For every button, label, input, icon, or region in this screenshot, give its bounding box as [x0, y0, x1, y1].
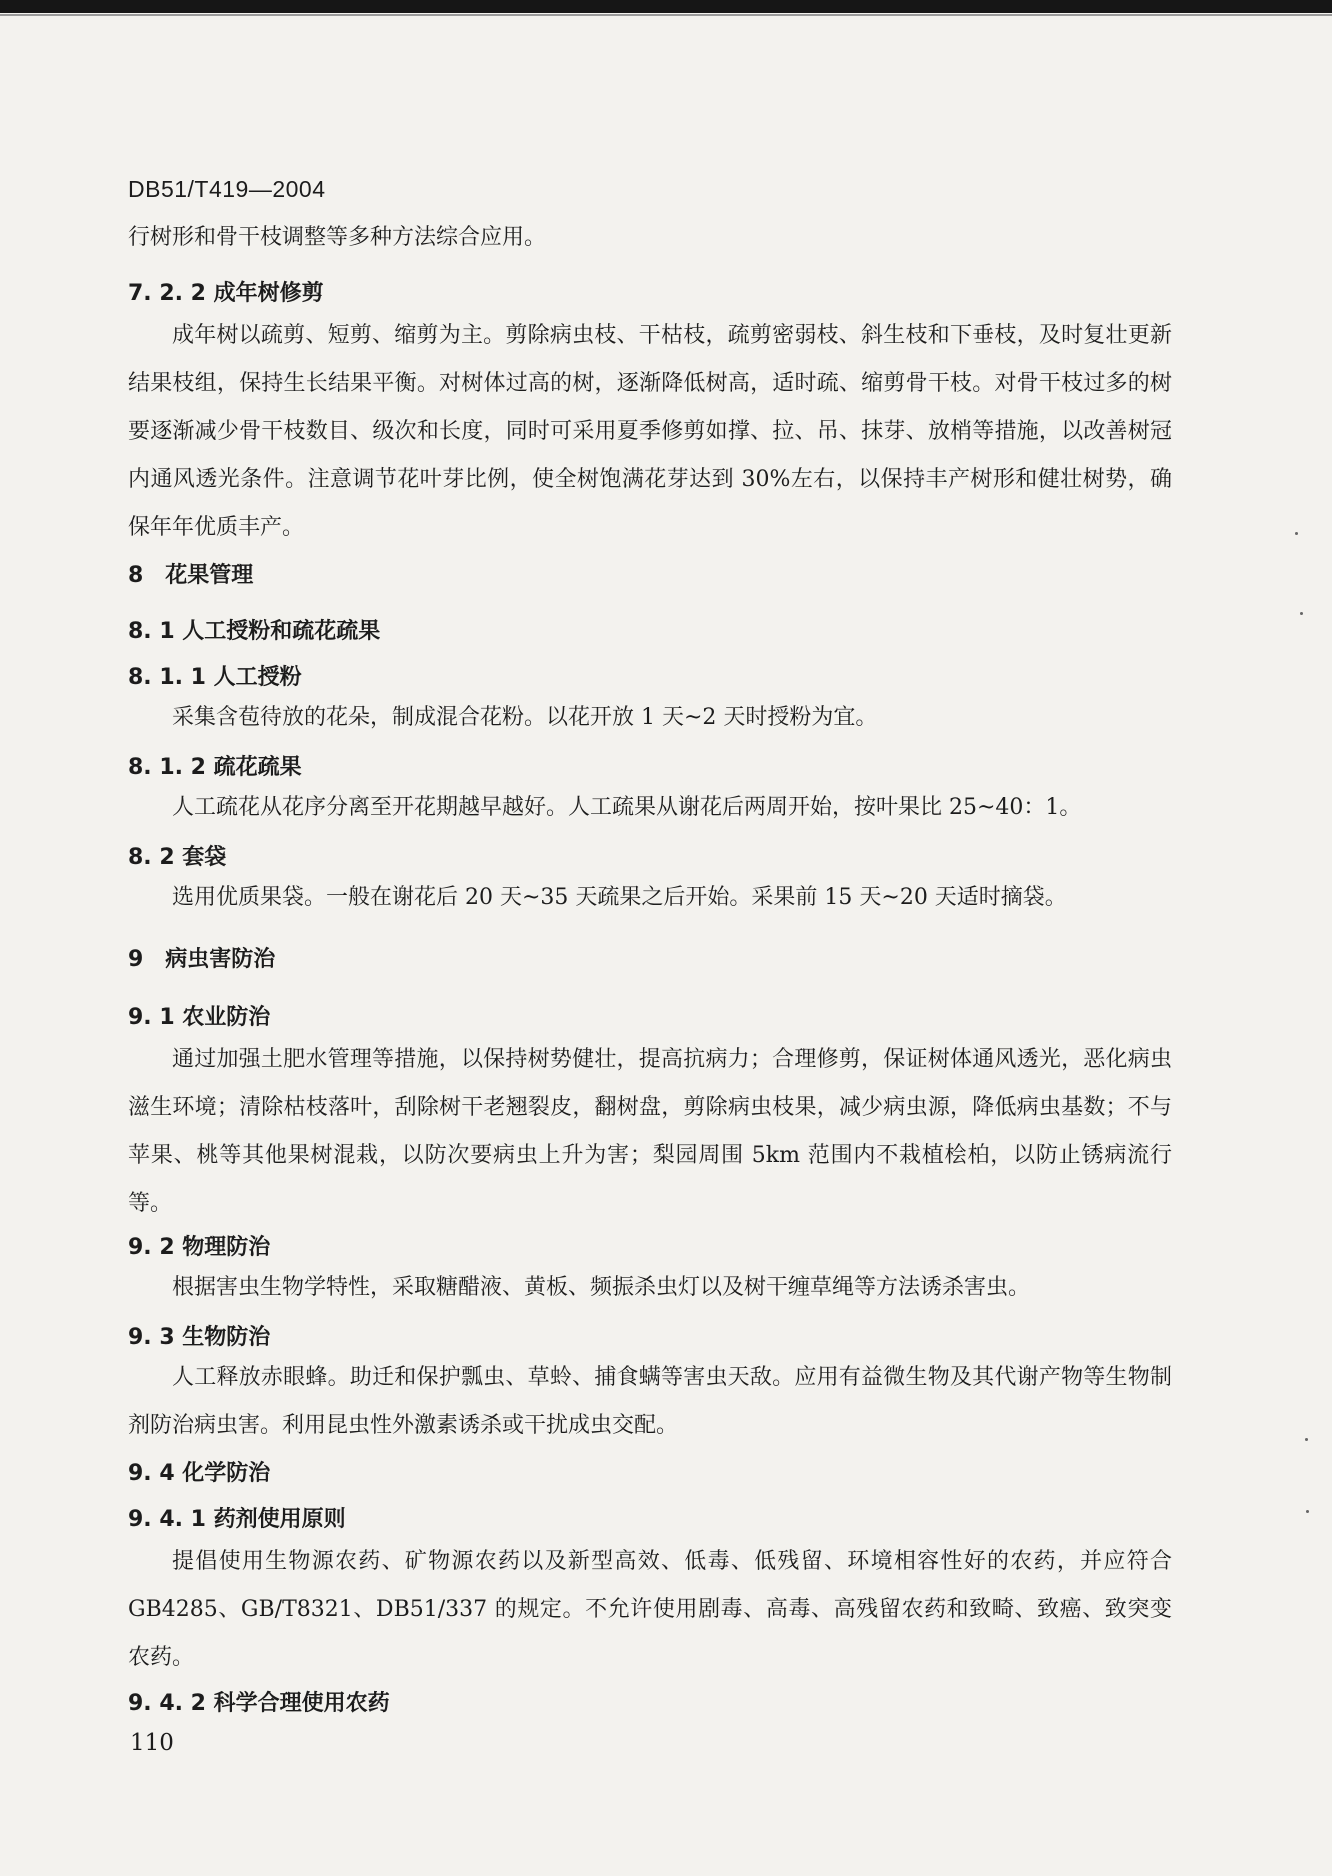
paragraph-9-4-1: 提倡使用生物源农药、矿物源农药以及新型高效、低毒、低残留、环境相容性好的农药，并应符合GB4285、GB/T8321、DB51/337 的规定。不允许使用剧毒、高毒、高残留农药和致畸、致癌、致突变农药。 — [128, 1549, 1172, 1670]
heading-8-1-1: 8. 1. 1 人工授粉 — [128, 665, 302, 690]
heading-9-4-1: 9. 4. 1 药剂使用原则 — [128, 1507, 346, 1532]
heading-9-4: 9. 4 化学防治 — [128, 1461, 271, 1486]
heading-8: 8 花果管理 — [128, 563, 254, 588]
document-code: DB51/T419—2004 — [128, 176, 326, 202]
paragraph-continuation: 行树形和骨干枝调整等多种方法综合应用。 — [128, 225, 547, 250]
heading-9: 9 病虫害防治 — [128, 947, 276, 972]
paragraph-8-1-2: 人工疏花从花序分离至开花期越早越好。人工疏果从谢花后两周开始，按叶果比 25~40：1。 — [172, 795, 1082, 820]
scan-speck — [1295, 532, 1298, 535]
scan-speck — [1305, 1438, 1308, 1441]
heading-8-1-2: 8. 1. 2 疏花疏果 — [128, 755, 302, 780]
page-number: 110 — [130, 1730, 174, 1756]
heading-7-2-2: 7. 2. 2 成年树修剪 — [128, 281, 324, 306]
heading-8-1: 8. 1 人工授粉和疏花疏果 — [128, 619, 381, 644]
heading-8-2: 8. 2 套袋 — [128, 845, 227, 870]
scan-speck — [1300, 612, 1303, 615]
heading-9-3: 9. 3 生物防治 — [128, 1325, 271, 1350]
scan-speck — [1306, 1510, 1309, 1513]
paragraph-9-2: 根据害虫生物学特性，采取糖醋液、黄板、频振杀虫灯以及树干缠草绳等方法诱杀害虫。 — [172, 1275, 1031, 1300]
paragraph-7-2-2: 成年树以疏剪、短剪、缩剪为主。剪除病虫枝、干枯枝，疏剪密弱枝、斜生枝和下垂枝，及时复壮更新结果枝组，保持生长结果平衡。对树体过高的树，逐渐降低树高，适时疏、缩剪骨干枝。对骨干枝过多的树要逐渐减少骨干枝数目、级次和长度，同时可采用夏季修剪如撑、拉、吊、抹芽、放梢等措施，以改善树冠内通风透光条件。注意调节花叶芽比例，使全树饱满花芽达到 30%左右，以保持丰产树形和健壮树势，确保年年优质丰产。 — [128, 323, 1172, 540]
paragraph-8-2: 选用优质果袋。一般在谢花后 20 天~35 天疏果之后开始。采果前 15 天~20 天适时摘袋。 — [172, 885, 1067, 910]
heading-9-1: 9. 1 农业防治 — [128, 1005, 271, 1030]
heading-9-4-2: 9. 4. 2 科学合理使用农药 — [128, 1691, 390, 1716]
paragraph-8-1-1: 采集含苞待放的花朵，制成混合花粉。以花开放 1 天~2 天时授粉为宜。 — [172, 705, 878, 730]
heading-9-2: 9. 2 物理防治 — [128, 1235, 271, 1260]
paragraph-9-1: 通过加强土肥水管理等措施，以保持树势健壮，提高抗病力；合理修剪，保证树体通风透光，恶化病虫滋生环境；清除枯枝落叶，刮除树干老翘裂皮，翻树盘，剪除病虫枝果，减少病虫源，降低病虫基数；不与苹果、桃等其他果树混栽，以防次要病虫上升为害；梨园周围 5km 范围内不栽植桧柏，以防止锈病流行等。 — [128, 1047, 1172, 1216]
paragraph-9-3: 人工释放赤眼蜂。助迁和保护瓢虫、草蛉、捕食螨等害虫天敌。应用有益微生物及其代谢产物等生物制剂防治病虫害。利用昆虫性外激素诱杀或干扰成虫交配。 — [128, 1365, 1172, 1438]
